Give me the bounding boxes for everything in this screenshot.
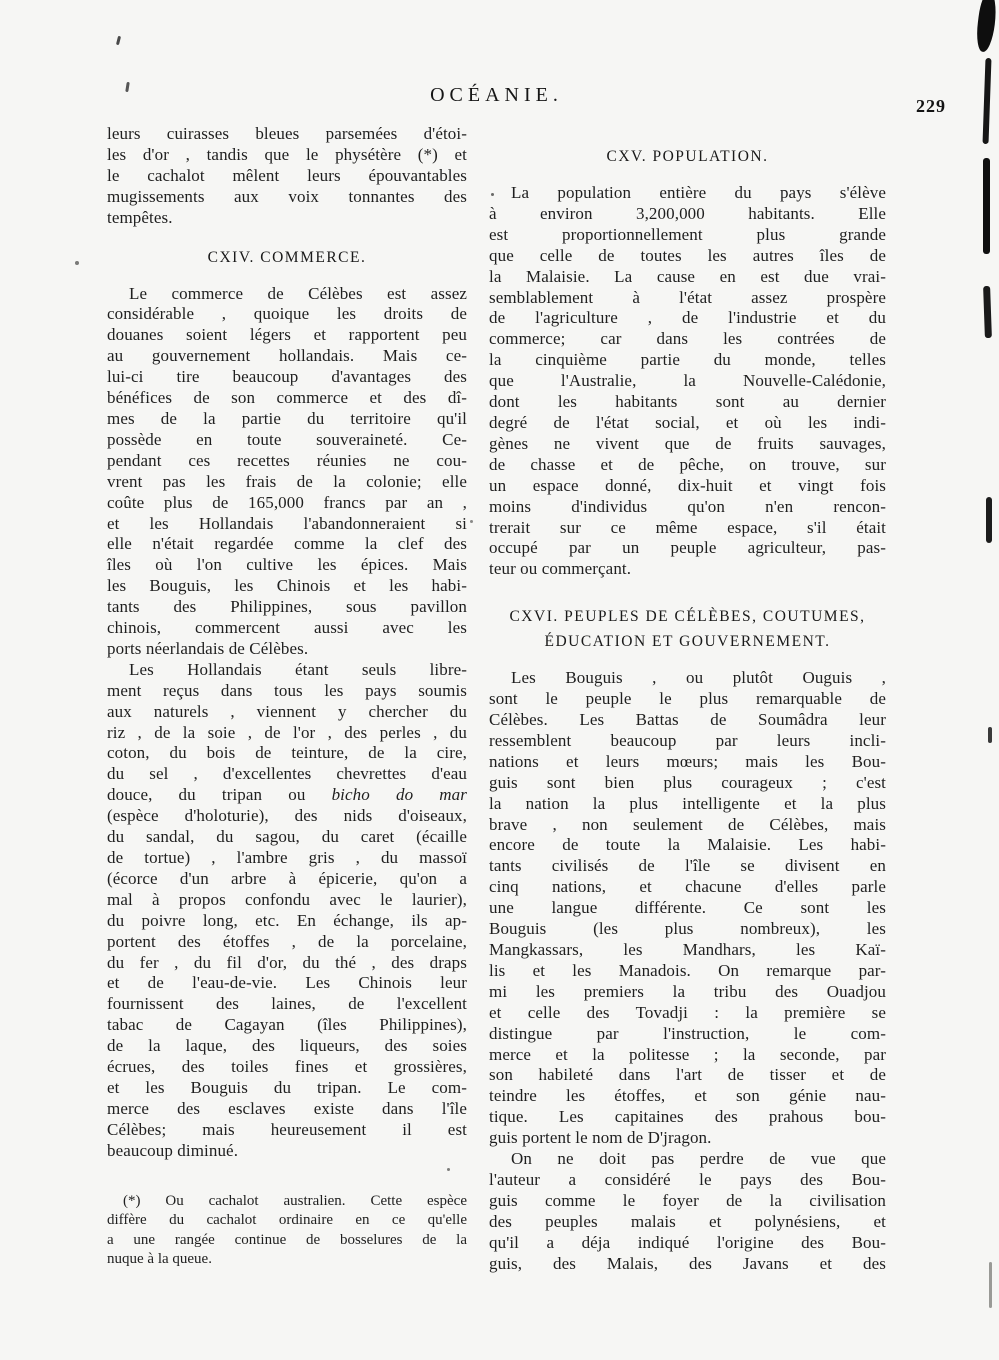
text-line: trerait sur ce même espace, s'il était — [489, 517, 886, 537]
paragraph-continuation — [107, 124, 467, 229]
text-line: nuque à la queue. — [107, 1251, 212, 1268]
right-column — [489, 124, 886, 1275]
text-line: commerce; car dans les contrées de — [489, 329, 886, 349]
page-number: 229 — [916, 96, 946, 116]
text-line: et de l'eau-de-vie. Les Chinois leur — [107, 973, 467, 993]
text-line: leurs cuirasses bleues parsemées d'étoi- — [107, 124, 467, 143]
text-line: le cachalot mêlent leurs épouvantables — [107, 165, 467, 185]
text-line: de la laque, des liqueurs, des soies — [107, 1036, 467, 1056]
paragraph-imports-exports — [107, 660, 467, 1162]
text-line: guis portent le nom de D'jragon. — [489, 1128, 712, 1148]
scan-artifact-right-bottom — [989, 1262, 992, 1308]
text-line: Célèbes; mais heureusement il est — [107, 1119, 467, 1139]
text-line: des peuples malais et polynésiens, et — [489, 1211, 886, 1231]
text-line: coton, du bois de teinture, de la cire, — [107, 743, 467, 763]
text-line: tique. Les capitaines des prahous bou- — [489, 1107, 886, 1127]
text-line: mugissements aux voix tonnantes des — [107, 186, 467, 206]
text-line: (écorce d'un arbre à épicerie, qu'on a — [107, 868, 467, 888]
text-line: lis et les Manadois. On remarque par- — [489, 960, 886, 980]
text-line: diffère du cachalot ordinaire en ce qu'elle — [107, 1212, 467, 1229]
text-line: mi les premiers la tribu des Ouadjou — [489, 981, 886, 1001]
text-line: nations et leurs mœurs; mais les Bou- — [489, 751, 886, 771]
text-line: Les Bouguis , ou plutôt Ouguis , — [511, 668, 886, 688]
text-line: La population entière du pays s'élève — [511, 183, 886, 202]
text-line: Le commerce de Célèbes est assez — [129, 283, 467, 303]
text-line: ports néerlandais de Célèbes. — [107, 638, 309, 658]
text-line: l'auteur a considéré le pays des Bou- — [489, 1169, 886, 1189]
text-line: considérable , quoique les droits de — [107, 304, 467, 324]
text-line: merce des esclaves existe dans l'île — [107, 1098, 467, 1118]
paragraph-population — [489, 183, 886, 580]
text-line: de l'agriculture , de l'industrie et du — [489, 308, 886, 328]
text-line: écrues, des toiles fines et grossières, — [107, 1057, 467, 1077]
text-line: la nation la plus intelligente et la plus — [489, 793, 886, 813]
text-line: CXVI. PEUPLES DE CÉLÈBES, COUTUMES, — [509, 608, 866, 626]
text-line: les d'or , tandis que le physétère (*) et — [107, 144, 467, 164]
scan-artifact-right-mark — [983, 286, 992, 338]
text-line: teur ou commerçant. — [489, 559, 632, 579]
text-line: au gouvernement hollandais. Mais ce- — [107, 346, 467, 366]
text-line: encore de toute la Malaisie. Les habi- — [489, 835, 886, 855]
text-line: ment reçus dans tous les pays soumis — [107, 680, 467, 700]
text-line: à environ 3,200,000 habitants. Elle — [489, 203, 886, 223]
text-line: a une rangée continue de bosselures de la — [107, 1231, 467, 1248]
text-line: Les Hollandais étant seuls libre- — [129, 659, 467, 679]
text-line: beaucoup diminué. — [107, 1140, 239, 1160]
text-line: gènes ne vivent que de fruits sauvages, — [489, 433, 886, 453]
text-line: tants civilisés de l'île se divisent en — [489, 856, 886, 876]
text-line: guis, des Malais, des Javans et des — [489, 1253, 886, 1273]
text-line: elle n'était regardée comme la clef des — [107, 534, 467, 554]
text-line: mal à propos confondu avec le laurier), — [107, 889, 467, 909]
text-line: vrent pas les frais de la colonie; elle — [107, 471, 467, 491]
text-line: que l'Australie, la Nouvelle-Calédonie, — [489, 371, 886, 391]
text-line: Mangkassars, les Mandhars, les Kaï- — [489, 940, 886, 959]
scan-speck — [75, 261, 79, 265]
text-line: est proportionnellement plus grande — [489, 224, 886, 244]
paragraph-peuples — [489, 668, 886, 1149]
text-line: et les Bouguis du tripan. Le com- — [107, 1077, 467, 1097]
text-line: Bouguis (les plus nombreux), les — [489, 919, 886, 939]
two-column-layout — [107, 124, 886, 1275]
text-line: mes de la partie du territoire qu'il — [107, 408, 467, 428]
text-line: portent des étoffes , de la porcelaine, — [107, 931, 467, 951]
text-line: et les Hollandais l'abandonneraient si — [107, 513, 467, 533]
scan-artifact-right-mark — [988, 727, 992, 743]
paragraph-commerce — [107, 284, 467, 660]
masthead — [107, 84, 886, 124]
text-line: cinq nations, et chacune d'elles parle — [489, 877, 886, 897]
text-line: sont le peuple le plus remarquable de — [489, 689, 886, 709]
text-line: la Malaisie. La cause en est due vrai- — [489, 266, 886, 286]
text-line: riz , de la soie , de l'or , des perles , du — [107, 722, 467, 742]
text-line: occupé par un peuple agriculteur, pas- — [489, 538, 886, 558]
text-line: dont les habitants sont au dernier — [489, 392, 886, 412]
text-line: merce et la politesse ; la seconde, par — [489, 1044, 886, 1064]
text-line: ÉDUCATION ET GOUVERNEMENT. — [544, 633, 831, 651]
text-line: Célèbes. Les Battas de Soumâdra leur — [489, 710, 886, 730]
text-line: chinois, commercent aussi avec les — [107, 618, 467, 638]
text-line: son habileté dans l'art de tisser et de — [489, 1065, 886, 1085]
text-line: aux naturels , viennent y chercher du — [107, 701, 467, 721]
scan-artifact-right-streak — [983, 158, 990, 254]
text-line: du sel , d'excellentes chevrettes d'eau — [107, 764, 467, 784]
running-header-title: OCÉANIE. — [430, 84, 563, 106]
text-line: coûte plus de 165,000 francs par an , — [107, 492, 467, 512]
text-line: la cinquième partie du monde, telles — [489, 350, 886, 370]
text-line: ressemblent beaucoup par leurs incli- — [489, 730, 886, 750]
text-line: bénéfices de son commerce et des dî- — [107, 388, 467, 408]
text-line: distingue par l'instruction, le com- — [489, 1023, 886, 1043]
text-line: teindre les étoffes, et son génie nau- — [489, 1086, 886, 1106]
text-line: tabac de Cagayan (îles Philippines), — [107, 1015, 467, 1035]
text-line: degré de l'état social, et où les indi- — [489, 412, 886, 432]
text-line: et celle des Tovadji : la première se — [489, 1002, 886, 1022]
text-line: lui-ci tire beaucoup d'avantages des — [107, 367, 467, 387]
text-line: tants des Philippines, sous pavillon — [107, 597, 467, 617]
text-line: une langue différente. Ce sont les — [489, 898, 886, 918]
text-line: possède en toute souveraineté. Ce- — [107, 429, 467, 449]
text-line: les Bouguis, les Chinois et les habi- — [107, 576, 467, 596]
text-line: îles où l'on cultive les épices. Mais — [107, 555, 467, 575]
text-line: guis sont bien plus courageux ; c'est — [489, 772, 886, 792]
page-content — [107, 84, 886, 1275]
text-line: (espèce d'holoturie), des nids d'oiseaux, — [107, 806, 467, 826]
text-line: (*) Ou cachalot australien. Cette espèce — [123, 1192, 467, 1209]
text-line: que celle de toutes les autres îles de — [489, 245, 886, 265]
text-line: douanes soient légers et rapportent peu — [107, 325, 467, 345]
scan-artifact-right-mark — [986, 497, 992, 543]
scan-artifact-right-top — [974, 0, 998, 53]
text-line: de tortue) , l'ambre gris , du massoï — [107, 848, 467, 867]
paragraph-author-note — [489, 1149, 886, 1274]
text-line: un espace donné, dix-huit et vingt fois — [489, 475, 886, 495]
text-line: pendant ces recettes réunies ne cou- — [107, 450, 467, 470]
section-heading-commerce: CXIV. COMMERCE. — [207, 248, 367, 266]
scan-artifact-right-streak — [983, 58, 992, 144]
text-line: semblablement à l'état assez prospère — [489, 287, 886, 307]
text-line: guis comme le foyer de la civilisation — [489, 1190, 886, 1210]
text-line: de chasse et de pêche, on trouve, sur — [489, 454, 886, 474]
section-heading-peuples — [489, 604, 886, 654]
section-heading-population: CXV. POPULATION. — [606, 148, 769, 165]
scan-speck — [116, 36, 121, 45]
text-line: tempêtes. — [107, 207, 173, 227]
text-line: qu'il a déja indiqué l'origine des Bou- — [489, 1232, 886, 1252]
text-line: du poivre long, etc. En échange, ils ap- — [107, 910, 467, 930]
footnote-cachalot — [107, 1192, 467, 1270]
text-line: du fer , du fil d'or, du thé , des draps — [107, 952, 467, 972]
text-line: douce, du tripan ou bicho do mar — [107, 785, 467, 805]
text-line: du sandal, du sagou, du caret (écaille — [107, 827, 467, 847]
text-line: brave , non seulement de Célèbes, mais — [489, 814, 886, 834]
text-line: On ne doit pas perdre de vue que — [511, 1149, 886, 1169]
text-line: fournissent des laines, de l'excellent — [107, 994, 467, 1014]
left-column — [107, 124, 467, 1270]
text-line: moins d'individus qu'on n'en rencon- — [489, 496, 886, 516]
